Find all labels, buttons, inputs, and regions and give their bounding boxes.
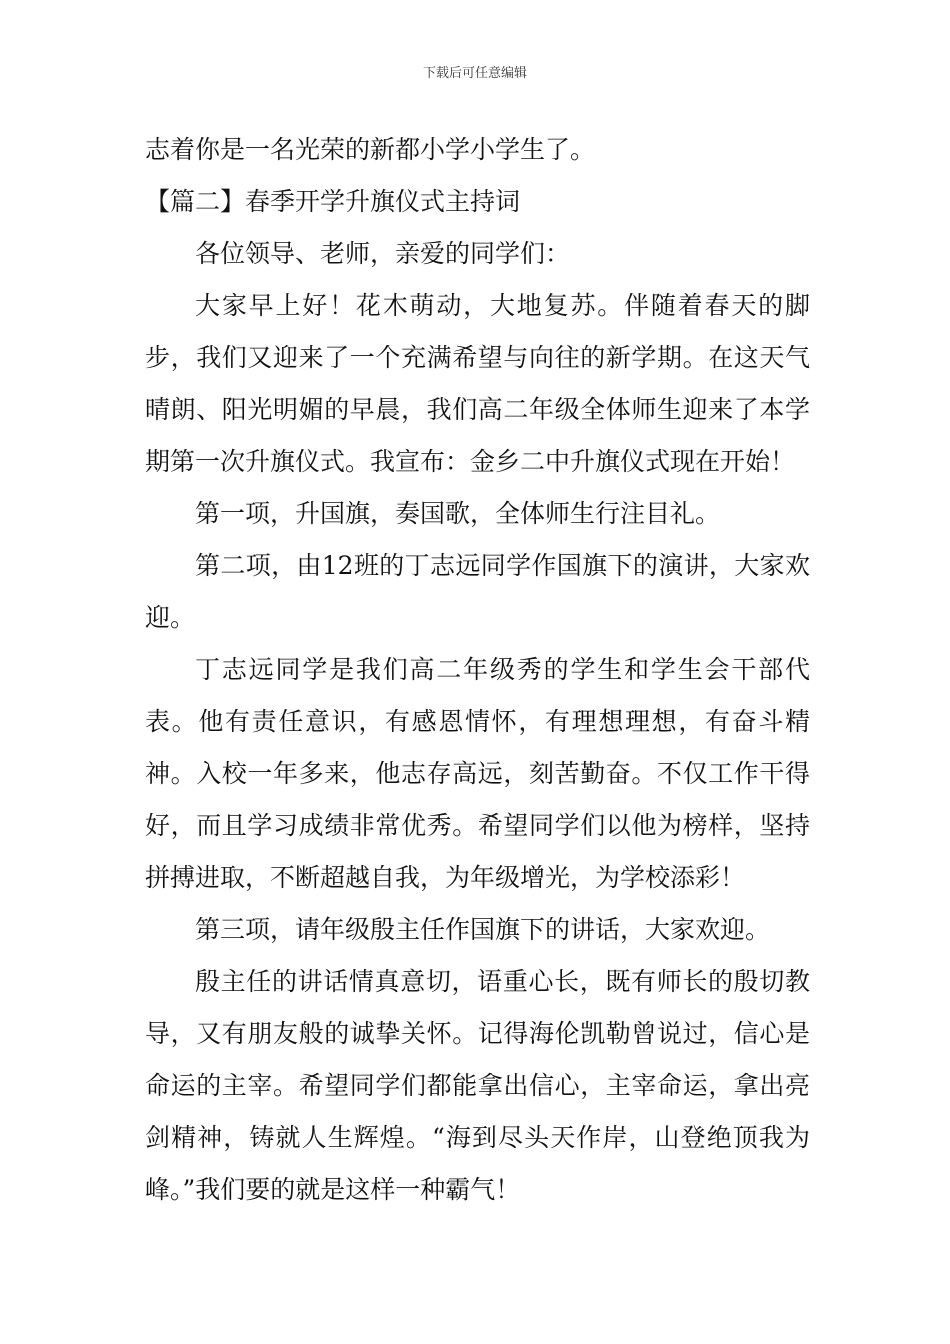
section-heading: 【篇二】春季开学升旗仪式主持词 — [145, 187, 521, 216]
opening-paragraph: 大家早上好！花木萌动，大地复苏。伴随着春天的脚步，我们又迎来了一个充满希望与向往的新学期。在这天气晴朗、阳光明媚的早晨，我们高二年级全体师生迎来了本学期第一次升旗仪式。我宣布：金乡二中升旗仪式现在开始！ — [145, 291, 810, 476]
agenda-item-2: 第二项，由12班的丁志远同学作国旗下的演讲，大家欢迎。 — [145, 551, 810, 632]
page-header: 下载后可任意编辑 — [422, 66, 527, 81]
agenda-item-1: 第一项，升国旗，奏国歌，全体师生行注目礼。 — [195, 499, 721, 528]
closing-remarks-paragraph: 殷主任的讲话情真意切，语重心长，既有师长的殷切教导，又有朋友般的诚挚关怀。记得海伦凯勒曾说过，信心是命运的主宰。希望同学们都能拿出信心，主宰命运，拿出亮剑精神，铸就人生辉煌。“海到尽头天作岸，山登绝顶我为峰。”我们要的就是这样一种霸气！ — [145, 967, 810, 1204]
speaker-intro-paragraph: 丁志远同学是我们高二年级秀的学生和学生会干部代表。他有责任意识，有感恩情怀，有理想理想，有奋斗精神。入校一年多来，他志存高远，刻苦勤奋。不仅工作干得好，而且学习成绩非常优秀。希望同学们以他为榜样，坚持拼搏进取，不断超越自我，为年级增光，为学校添彩！ — [145, 655, 810, 892]
salutation-paragraph: 各位领导、老师，亲爱的同学们： — [195, 239, 571, 268]
agenda-item-3: 第三项，请年级殷主任作国旗下的讲话，大家欢迎。 — [195, 915, 771, 944]
paragraph-continuation: 志着你是一名光荣的新都小学小学生了。 — [145, 135, 596, 164]
document-body — [145, 124, 810, 1216]
